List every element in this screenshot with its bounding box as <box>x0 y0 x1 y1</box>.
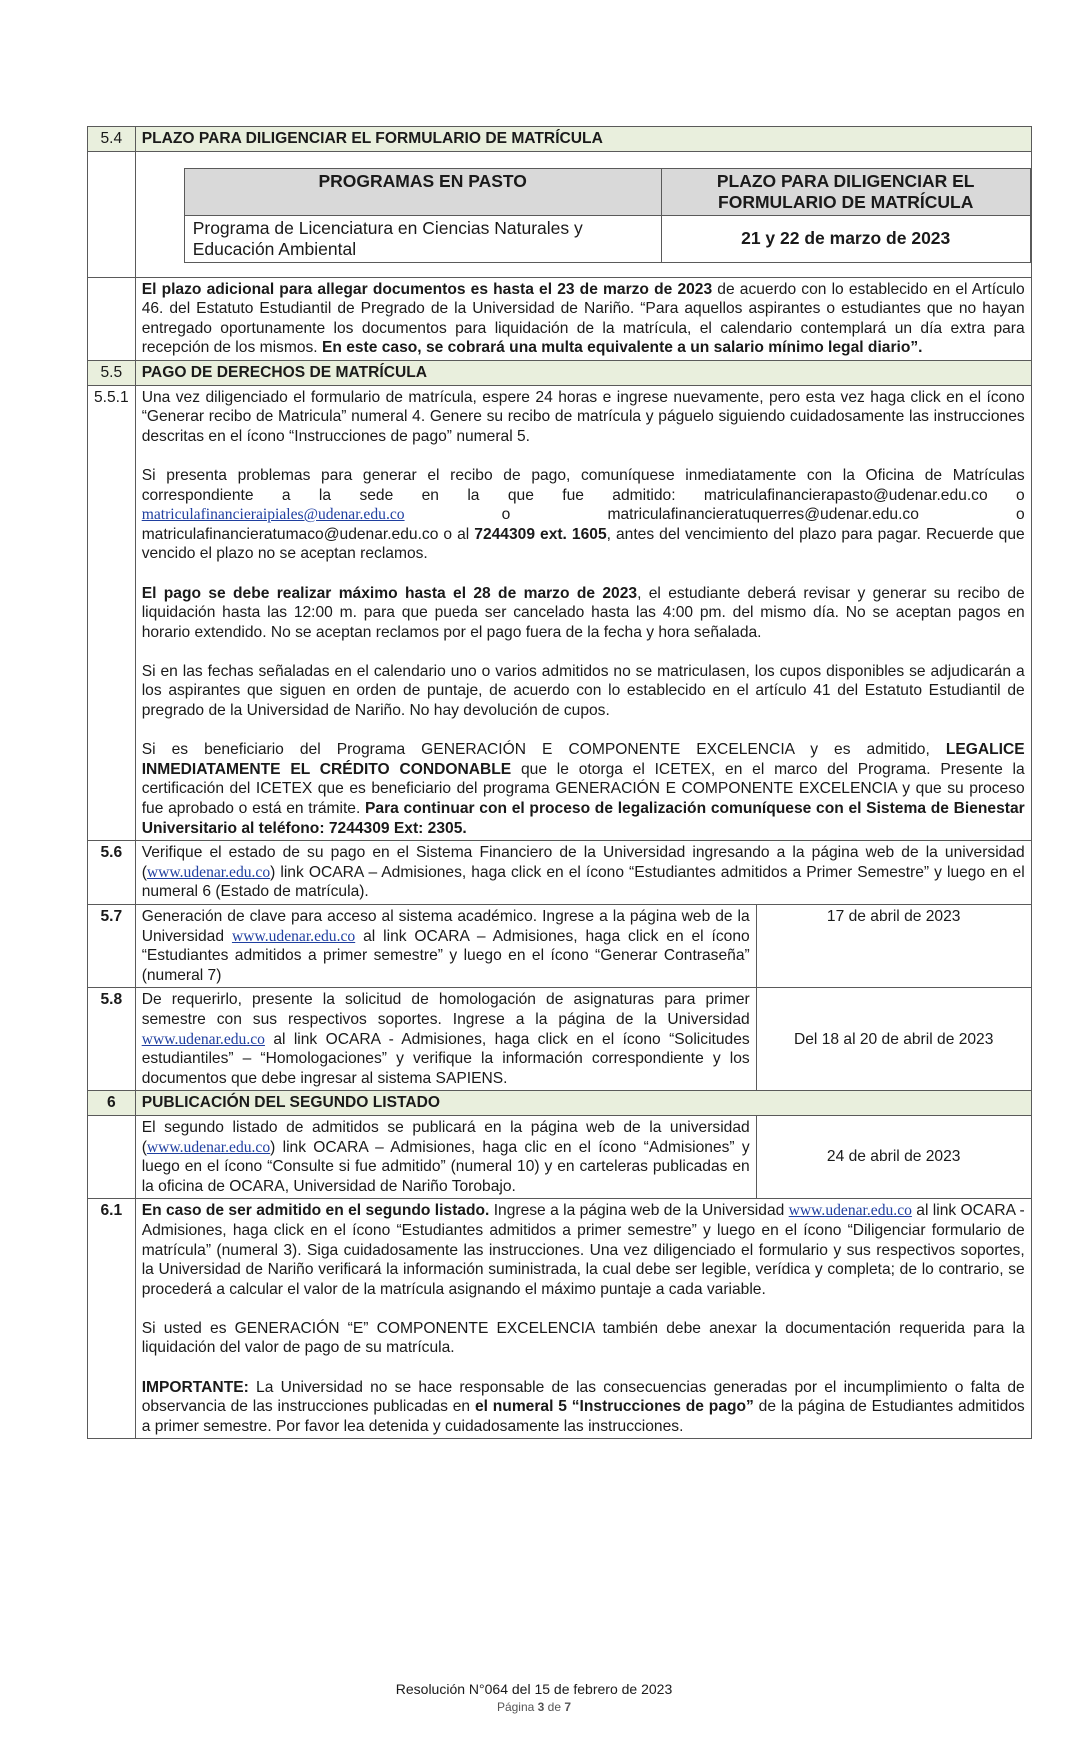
second-list-date: 24 de abril de 2023 <box>756 1115 1031 1198</box>
program-deadline-date: 21 y 22 de marzo de 2023 <box>661 215 1030 262</box>
paragraph: Si es beneficiario del Programa GENERACIÓN E COMPONENTE EXCELENCIA y es admitido, LEGALICE INMEDIATAMENTE EL CRÉDITO CONDONABLE que le otorga el ICETEX, en el marco del Programa. Presente la certificación del ICETEX que es beneficiario del programa GENERACIÓN E COMPONENTE EXCELENCIA y que su proceso fue aprobado o está en trámite. Para continuar con el proceso de legalización comuníquese con el Sistema de Bienestar Universitario al teléfono: 7244309 Ext: 2305. <box>141 741 1025 837</box>
section-5-6-row <box>88 841 1032 905</box>
calendar-table <box>87 126 1032 1439</box>
homologation-date: Del 18 al 20 de abril de 2023 <box>756 988 1031 1091</box>
section-number: 6 <box>88 1091 136 1116</box>
section-6-header <box>88 1091 1032 1116</box>
section-number: 5.4 <box>88 127 136 152</box>
password-generation-text: Generación de clave para acceso al sistema académico. Ingrese a la página web de la Universidad www.udenar.edu.co al link OCARA – Admisiones, haga click en el ícono “Estudiantes admitidos a primer semestre” y luego en el ícono “Generar Contraseña” (numeral 7) <box>135 905 756 988</box>
password-generation-date: 17 de abril de 2023 <box>756 905 1031 988</box>
payment-instructions <box>135 385 1031 841</box>
inner-header-deadline: PLAZO PARA DILIGENCIAR EL FORMULARIO DE MATRÍCULA <box>661 168 1030 215</box>
footer-page-number: Página 3 de 7 <box>496 1700 572 1714</box>
section-number: 5.7 <box>88 905 136 988</box>
paragraph: El pago se debe realizar máximo hasta el 28 de marzo de 2023, el estudiante deberá revisar y generar su recibo de liquidación hasta las 12:00 m. para que pueda ser cancelado hasta las 4:00 pm. del mismo día. No se aceptan pagos en horario extendido. No se aceptan reclamos por el pago fuera de la fecha y hora señalada. <box>141 584 1025 641</box>
section-6-row <box>88 1115 1032 1198</box>
homologation-text: De requerirlo, presente la solicitud de homologación de asignaturas para primer semestre con sus respectivos soportes. Ingrese a la página de la Universidad www.udenar.edu.co al link OCARA - Admisiones, haga click en el ícono “Solicitudes estudiantiles” – “Homologaciones” y verifique la información correspondiente y los documentos que debe ingresar al sistema SAPIENS. <box>135 988 756 1091</box>
second-list-text: El segundo listado de admitidos se publicará en la página web de la universidad (www.udenar.edu.co) link OCARA – Admisiones, haga clic en el ícono “Admisiones” y luego en el ícono “Consulte si fue admitido” (numeral 10) y en carteleras publicadas en la oficina de OCARA, Universidad de Nariño Torobajo. <box>135 1115 756 1198</box>
section-number: 5.5.1 <box>88 385 136 841</box>
section-number: 5.5 <box>88 360 136 385</box>
section-number: 5.6 <box>88 841 136 905</box>
udenar-link[interactable]: www.udenar.edu.co <box>146 1138 271 1156</box>
paragraph: En caso de ser admitido en el segundo listado. Ingrese a la página web de la Universidad www.udenar.edu.co al link OCARA - Admisiones, haga click en el ícono “Estudiantes admitidos a primer semestre” y luego en el ícono “Diligenciar formulario de matrícula” (numeral 3). Siga cuidadosamente las instrucciones. Una vez diligenciado el formulario y sus respectivos soportes, la Universidad de Nariño verificará la información suministrada, la cual debe ser legible, verídica y completa; de lo contrario, se procederá a calcular el valor de la matrícula asignando el máximo puntaje a cada variable. <box>141 1202 1025 1298</box>
section-6-1-row <box>88 1199 1032 1439</box>
section-5-8-row <box>88 988 1032 1091</box>
paragraph: Si usted es GENERACIÓN “E” COMPONENTE EXCELENCIA también debe anexar la documentación requerida para la liquidación del valor de pago de su matrícula. <box>141 1319 1025 1357</box>
paragraph: Si en las fechas señaladas en el calendario uno o varios admitidos no se matriculasen, los cupos disponibles se adjudicarán a los aspirantes que siguen en orden de puntaje, de acuerdo con lo establecido en el artículo 41 del Estatuto Estudiantil de pregrado de la Universidad de Nariño. No hay devolución de cupos. <box>141 662 1025 720</box>
section-5-5-header <box>88 360 1032 385</box>
section-title: PLAZO PARA DILIGENCIAR EL FORMULARIO DE MATRÍCULA <box>135 127 1031 152</box>
udenar-link[interactable]: www.udenar.edu.co <box>146 863 271 881</box>
paragraph: Una vez diligenciado el formulario de matrícula, espere 24 horas e ingrese nuevamente, pero esta vez haga click en el ícono “Generar recibo de Matricula” numeral 4. Genere su recibo de matrícula y páguelo siguiendo cuidadosamente las instrucciones descritas en el ícono “Instrucciones de pago” numeral 5. <box>141 388 1025 445</box>
udenar-link[interactable]: www.udenar.edu.co <box>141 1030 265 1048</box>
footer-resolution: Resolución N°064 del 15 de febrero de 2023 <box>395 1681 673 1697</box>
section-5-7-row <box>88 905 1032 988</box>
email-link[interactable]: matriculafinancieraipiales@udenar.edu.co <box>141 506 405 524</box>
program-name: Programa de Licenciatura en Ciencias Naturales y Educación Ambiental <box>184 215 661 262</box>
section-5-4-program-row <box>88 151 1032 277</box>
section-title: PAGO DE DERECHOS DE MATRÍCULA <box>135 360 1031 385</box>
udenar-link[interactable]: www.udenar.edu.co <box>231 927 356 945</box>
section-number: 5.8 <box>88 988 136 1091</box>
section-5-5-1-row <box>88 385 1032 841</box>
section-5-4-header <box>88 127 1032 152</box>
program-deadline-table <box>184 168 1031 263</box>
second-list-admitted-text <box>135 1199 1031 1439</box>
inner-header-programs: PROGRAMAS EN PASTO <box>184 168 661 215</box>
section-title: PUBLICACIÓN DEL SEGUNDO LISTADO <box>135 1091 1031 1116</box>
extra-deadline-text: El plazo adicional para allegar documentos es hasta el 23 de marzo de 2023 de acuerdo con lo establecido en el Artículo 46. del Estatuto Estudiantil de Pregrado de la Universidad de Nariño. “Para aquellos aspirantes o estudiantes que no hayan entregado oportunamente los documentos para liquidación de la matrícula, el calendario contemplará un día extra para recepción de los mismos. En este caso, se cobrará una multa equivalente a un salario mínimo legal diario”. <box>135 277 1031 360</box>
verify-payment-text: Verifique el estado de su pago en el Sistema Financiero de la Universidad ingresando a la página web de la universidad (www.udenar.edu.co) link OCARA – Admisiones, haga click en el ícono “Estudiantes admitidos a Primer Semestre” y luego en el numeral 6 (Estado de matrícula). <box>135 841 1031 905</box>
paragraph: IMPORTANTE: La Universidad no se hace responsable de las consecuencias generadas por el incumplimiento o falta de observancia de las instrucciones publicadas en el numeral 5 “Instrucciones de pago” de la página de Estudiantes admitidos a primer semestre. Por favor lea detenida y cuidadosamente las instrucciones. <box>141 1378 1025 1435</box>
udenar-link[interactable]: www.udenar.edu.co <box>788 1202 912 1220</box>
paragraph: Si presenta problemas para generar el recibo de pago, comuníquese inmediatamente con la Oficina de Matrículas correspondiente a la sede en la que fue admitido: matriculafinancierapasto@udenar.edu.co o matriculafinancieraipiales@udenar.edu.co o matriculafinancieratuquerres@udenar.edu.co o matriculafinancieratumaco@udenar.edu.co o al 7244309 ext. 1605, antes del vencimiento del plazo para pagar. Recuerde que vencido el plazo no se aceptan reclamos. <box>141 466 1025 563</box>
section-5-4-extra-row <box>88 277 1032 360</box>
section-number: 6.1 <box>88 1199 136 1439</box>
